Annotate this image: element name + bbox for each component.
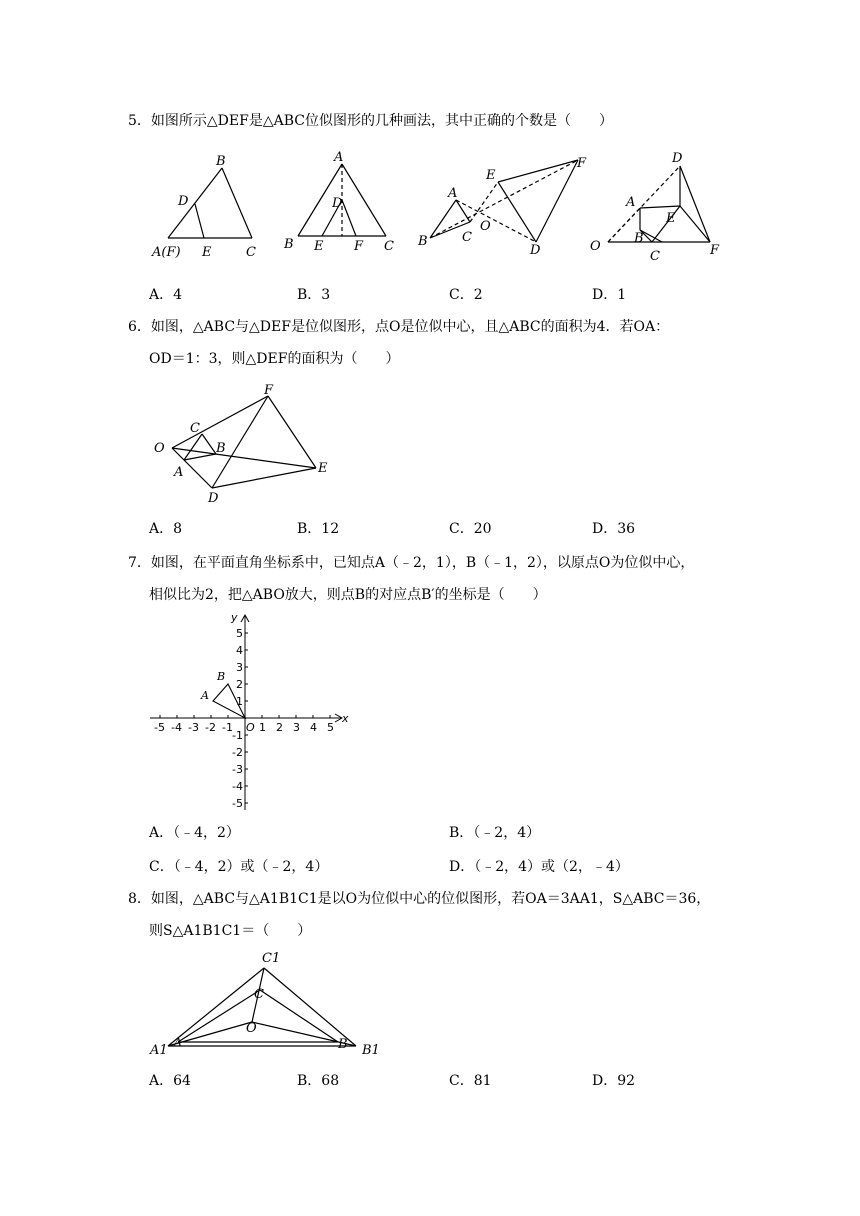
label-a: A	[201, 689, 209, 702]
q5-option-b[interactable]: B．3	[297, 287, 331, 303]
y-tick-label: -3	[232, 763, 243, 776]
label-a1: A1	[150, 1043, 168, 1058]
label-af: A(F)	[152, 245, 181, 260]
label-f: F	[710, 243, 720, 258]
x-tick-label: 3	[293, 721, 300, 734]
q8-option-c[interactable]: C．81	[449, 1073, 492, 1089]
label-o: O	[246, 1021, 257, 1036]
label-b: B	[418, 234, 428, 249]
label-d: D	[178, 194, 189, 209]
label-d: D	[332, 196, 343, 211]
y-tick-label: -2	[232, 746, 243, 759]
x-tick-label: -5	[154, 721, 165, 734]
label-b: B	[216, 441, 226, 456]
label-a: A	[334, 150, 344, 165]
x-axis-label: x	[342, 712, 349, 725]
label-d: D	[208, 491, 219, 506]
label-f: F	[264, 383, 274, 398]
label-o: O	[590, 239, 601, 254]
label-a: A	[448, 186, 458, 201]
x-tick-label: 2	[276, 721, 283, 734]
label-c: C	[254, 987, 264, 1002]
label-c: C	[246, 245, 256, 260]
x-tick-label: -4	[171, 721, 182, 734]
x-tick-label: 4	[310, 721, 317, 734]
label-d: D	[672, 151, 683, 166]
label-b: B	[338, 1037, 348, 1052]
y-tick-label: 5	[236, 627, 243, 640]
q6-option-b[interactable]: B．12	[297, 521, 340, 537]
q7-stem-line-1: 7．如图，在平面直角坐标系中，已知点A（﹣2，1），B（﹣1，2），以原点O为位似中心，	[128, 555, 695, 571]
q6-stem-line-2: OD＝1：3，则△DEF的面积为（ ）	[149, 351, 400, 367]
q5-figure-2	[280, 150, 400, 262]
label-a: A	[174, 465, 184, 480]
label-e: E	[314, 239, 324, 254]
y-tick-label: 1	[236, 695, 243, 708]
label-b: B	[634, 231, 644, 246]
q5-option-c[interactable]: C．2	[449, 287, 483, 303]
q7-option-c[interactable]: C．（﹣4，2）或（﹣2，4）	[149, 859, 329, 875]
q8-figure	[148, 948, 393, 1063]
label-b: B	[216, 154, 226, 169]
x-tick-label: -3	[188, 721, 199, 734]
y-tick-label: 4	[236, 644, 243, 657]
q5-figure-3	[418, 150, 593, 262]
x-tick-label: -1	[222, 721, 233, 734]
label-o: O	[154, 441, 165, 456]
y-tick-label: -4	[232, 780, 243, 793]
q5-figure-1	[150, 150, 270, 262]
label-c: C	[384, 239, 394, 254]
q5-figure-4	[586, 146, 736, 264]
label-o: O	[246, 721, 255, 734]
y-tick-label: 2	[236, 678, 243, 691]
label-c: C	[650, 249, 660, 264]
q6-option-a[interactable]: A．8	[149, 521, 183, 537]
label-e: E	[666, 211, 676, 226]
q8-option-d[interactable]: D．92	[592, 1073, 636, 1089]
q6-option-d[interactable]: D．36	[592, 521, 636, 537]
x-tick-label: -2	[205, 721, 216, 734]
label-e: E	[486, 168, 496, 183]
label-b: B	[284, 237, 294, 252]
q5-option-d[interactable]: D．1	[592, 287, 627, 303]
label-d: D	[530, 243, 541, 258]
y-tick-label: -5	[232, 797, 243, 810]
q7-coordinate-plane	[145, 612, 355, 812]
q6-option-c[interactable]: C．20	[449, 521, 492, 537]
label-c: C	[190, 421, 200, 436]
y-axis-label: y	[231, 611, 238, 624]
x-tick-label: 1	[259, 721, 266, 734]
q5-stem: 5．如图所示△DEF是△ABC位似图形的几种画法，其中正确的个数是（ ）	[128, 113, 613, 129]
q7-option-a[interactable]: A．（﹣4，2）	[149, 825, 240, 841]
label-c: C	[462, 230, 472, 245]
y-tick-label: 3	[236, 661, 243, 674]
x-tick-label: 5	[327, 721, 334, 734]
q6-stem-line-1: 6．如图，△ABC与△DEF是位似图形，点O是位似中心，且△ABC的面积为4．若OA：	[128, 319, 670, 335]
q6-figure	[150, 382, 350, 507]
label-o: O	[480, 219, 491, 234]
label-e: E	[202, 245, 212, 260]
label-f: F	[577, 156, 587, 171]
q8-option-b[interactable]: B．68	[297, 1073, 340, 1089]
q8-stem-line-2: 则S△A1B1C1＝（ ）	[149, 923, 312, 939]
y-tick-label: -1	[232, 729, 243, 742]
q8-stem-line-1: 8．如图，△ABC与△A1B1C1是以O为位似中心的位似图形，若OA＝3AA1，S△ABC＝36，	[128, 891, 711, 907]
label-f: F	[354, 239, 364, 254]
label-b1: B1	[362, 1043, 380, 1058]
label-a: A	[174, 1036, 182, 1049]
q8-option-a[interactable]: A．64	[149, 1073, 191, 1089]
label-b: B	[217, 670, 226, 683]
label-a: A	[626, 195, 636, 210]
label-c1: C1	[262, 951, 281, 966]
q5-option-a[interactable]: A．4	[149, 287, 183, 303]
q7-stem-line-2: 相似比为2，把△ABO放大，则点B的对应点B′的坐标是（ ）	[149, 587, 547, 603]
q7-option-b[interactable]: B．（﹣2，4）	[449, 825, 541, 841]
label-e: E	[318, 461, 328, 476]
q7-option-d[interactable]: D．（﹣2，4）或（2，﹣4）	[449, 859, 629, 875]
